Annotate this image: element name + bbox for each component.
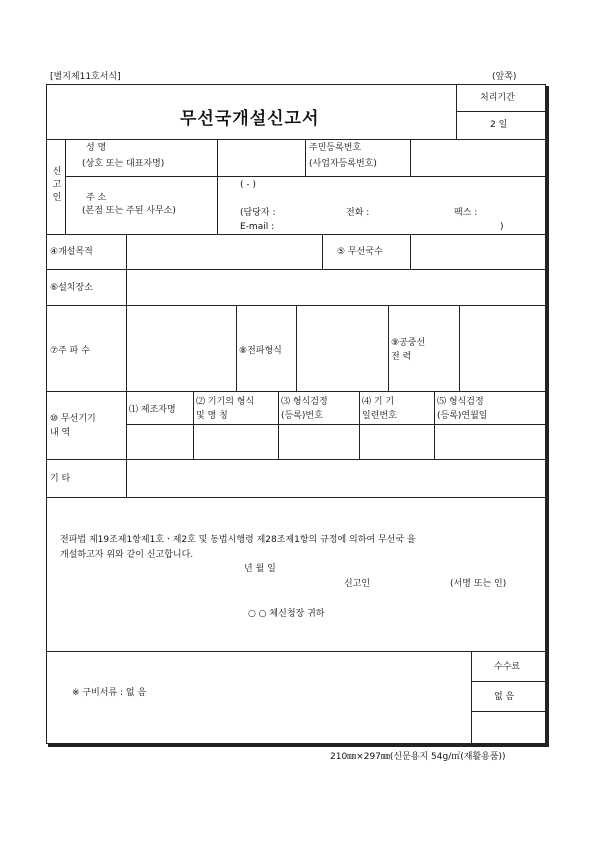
equipment-label-1: ⑩ 무선기기 bbox=[50, 414, 96, 424]
divider bbox=[193, 391, 194, 459]
antenna-power-label-2: 전 력 bbox=[391, 352, 412, 362]
divider bbox=[47, 459, 545, 460]
divider bbox=[47, 269, 545, 270]
divider bbox=[471, 681, 545, 682]
divider bbox=[217, 139, 218, 234]
frequency-label: ⑦주 파 수 bbox=[50, 346, 90, 356]
divider bbox=[359, 391, 360, 459]
phone-label: 전화 : bbox=[346, 208, 370, 218]
form-title: 무선국개설신고서 bbox=[180, 109, 320, 129]
divider bbox=[47, 234, 545, 235]
emission-type-label: ⑧전파형식 bbox=[239, 346, 282, 356]
serial-number-column-1: ⑷ 기 기 bbox=[362, 397, 395, 407]
divider bbox=[456, 111, 545, 112]
antenna-power-label-1: ⑨공중선 bbox=[391, 338, 426, 348]
model-column-1: ⑵ 기기의 형식 bbox=[196, 397, 255, 407]
divider bbox=[296, 305, 297, 391]
divider bbox=[388, 305, 389, 391]
resident-number-label: 주민등록번호 bbox=[309, 143, 362, 153]
equipment-label-2: 내 역 bbox=[50, 428, 71, 438]
divider bbox=[471, 651, 472, 744]
signature-label: (서명 또는 인) bbox=[450, 579, 507, 589]
divider bbox=[47, 139, 545, 140]
divider bbox=[47, 391, 545, 392]
address-label: 주 소 bbox=[86, 193, 107, 203]
purpose-label: ④개설목적 bbox=[50, 247, 93, 257]
divider bbox=[305, 139, 306, 176]
page-side-label: (앞쪽) bbox=[492, 72, 517, 82]
paper-spec: 210㎜×297㎜(신문용지 54g/㎡(재활용품)) bbox=[330, 752, 506, 762]
misc-label: 기 타 bbox=[50, 474, 71, 484]
frame-shadow-right bbox=[546, 86, 549, 747]
divider bbox=[278, 391, 279, 459]
declaration-date: 년 월 일 bbox=[244, 564, 276, 574]
approval-number-column-2: (등록)번호 bbox=[281, 411, 323, 421]
address-sub-label: (본점 또는 주된 사무소) bbox=[82, 206, 176, 216]
approval-date-column-2: (등록)연월일 bbox=[437, 411, 488, 421]
business-number-label: (사업자등록번호) bbox=[309, 159, 377, 169]
divider bbox=[456, 85, 457, 139]
approval-date-column-1: ⑸ 형식검정 bbox=[437, 397, 484, 407]
signer-label: 신고인 bbox=[344, 579, 371, 589]
declaration-line-2: 개설하고자 위와 같이 신고합니다. bbox=[60, 550, 194, 560]
name-label: 성 명 bbox=[86, 143, 107, 153]
recipient-label: ○ ○ 체신청장 귀하 bbox=[248, 609, 325, 619]
fax-label: 팩스 : bbox=[454, 208, 478, 218]
divider bbox=[126, 424, 545, 425]
contact-person-label: (담당자 : bbox=[240, 208, 276, 218]
processing-period-value: 2 일 bbox=[490, 120, 508, 130]
divider bbox=[126, 234, 127, 497]
location-label: ⑥설치장소 bbox=[50, 283, 93, 293]
email-close-paren: ) bbox=[500, 222, 504, 232]
fee-value: 없 음 bbox=[494, 692, 515, 702]
email-label: E-mail : bbox=[240, 222, 275, 232]
declaration-line-1: 전파법 제19조제1항제1호ㆍ제2호 및 동법시행령 제28조제1항의 규정에 의하여 무선국 을 bbox=[60, 535, 416, 545]
approval-number-column-1: ⑶ 형식검정 bbox=[281, 397, 328, 407]
applicant-section-label: 신 고 인 bbox=[52, 167, 62, 203]
postal-code-hint: ( - ) bbox=[240, 180, 256, 190]
model-column-2: 및 명 칭 bbox=[196, 411, 228, 421]
divider bbox=[47, 497, 545, 498]
divider bbox=[322, 234, 323, 269]
fee-label: 수수료 bbox=[494, 662, 521, 672]
divider bbox=[434, 391, 435, 459]
required-documents: ※ 구비서류 : 없 음 bbox=[72, 688, 147, 698]
name-sub-label: (상호 또는 대표자명) bbox=[82, 159, 165, 169]
station-count-label: ⑤ 무선국수 bbox=[337, 247, 383, 257]
divider bbox=[65, 176, 545, 177]
divider bbox=[410, 234, 411, 269]
serial-number-column-2: 일련번호 bbox=[362, 411, 397, 421]
divider bbox=[410, 139, 411, 176]
form-number: [별지제11호서식] bbox=[50, 72, 121, 82]
divider bbox=[471, 711, 545, 712]
divider bbox=[65, 139, 66, 234]
frame-shadow-bottom bbox=[48, 744, 549, 747]
divider bbox=[459, 305, 460, 391]
manufacturer-column: ⑴ 제조자명 bbox=[129, 405, 176, 415]
processing-period-label: 처리기간 bbox=[480, 93, 515, 103]
divider bbox=[236, 305, 237, 391]
